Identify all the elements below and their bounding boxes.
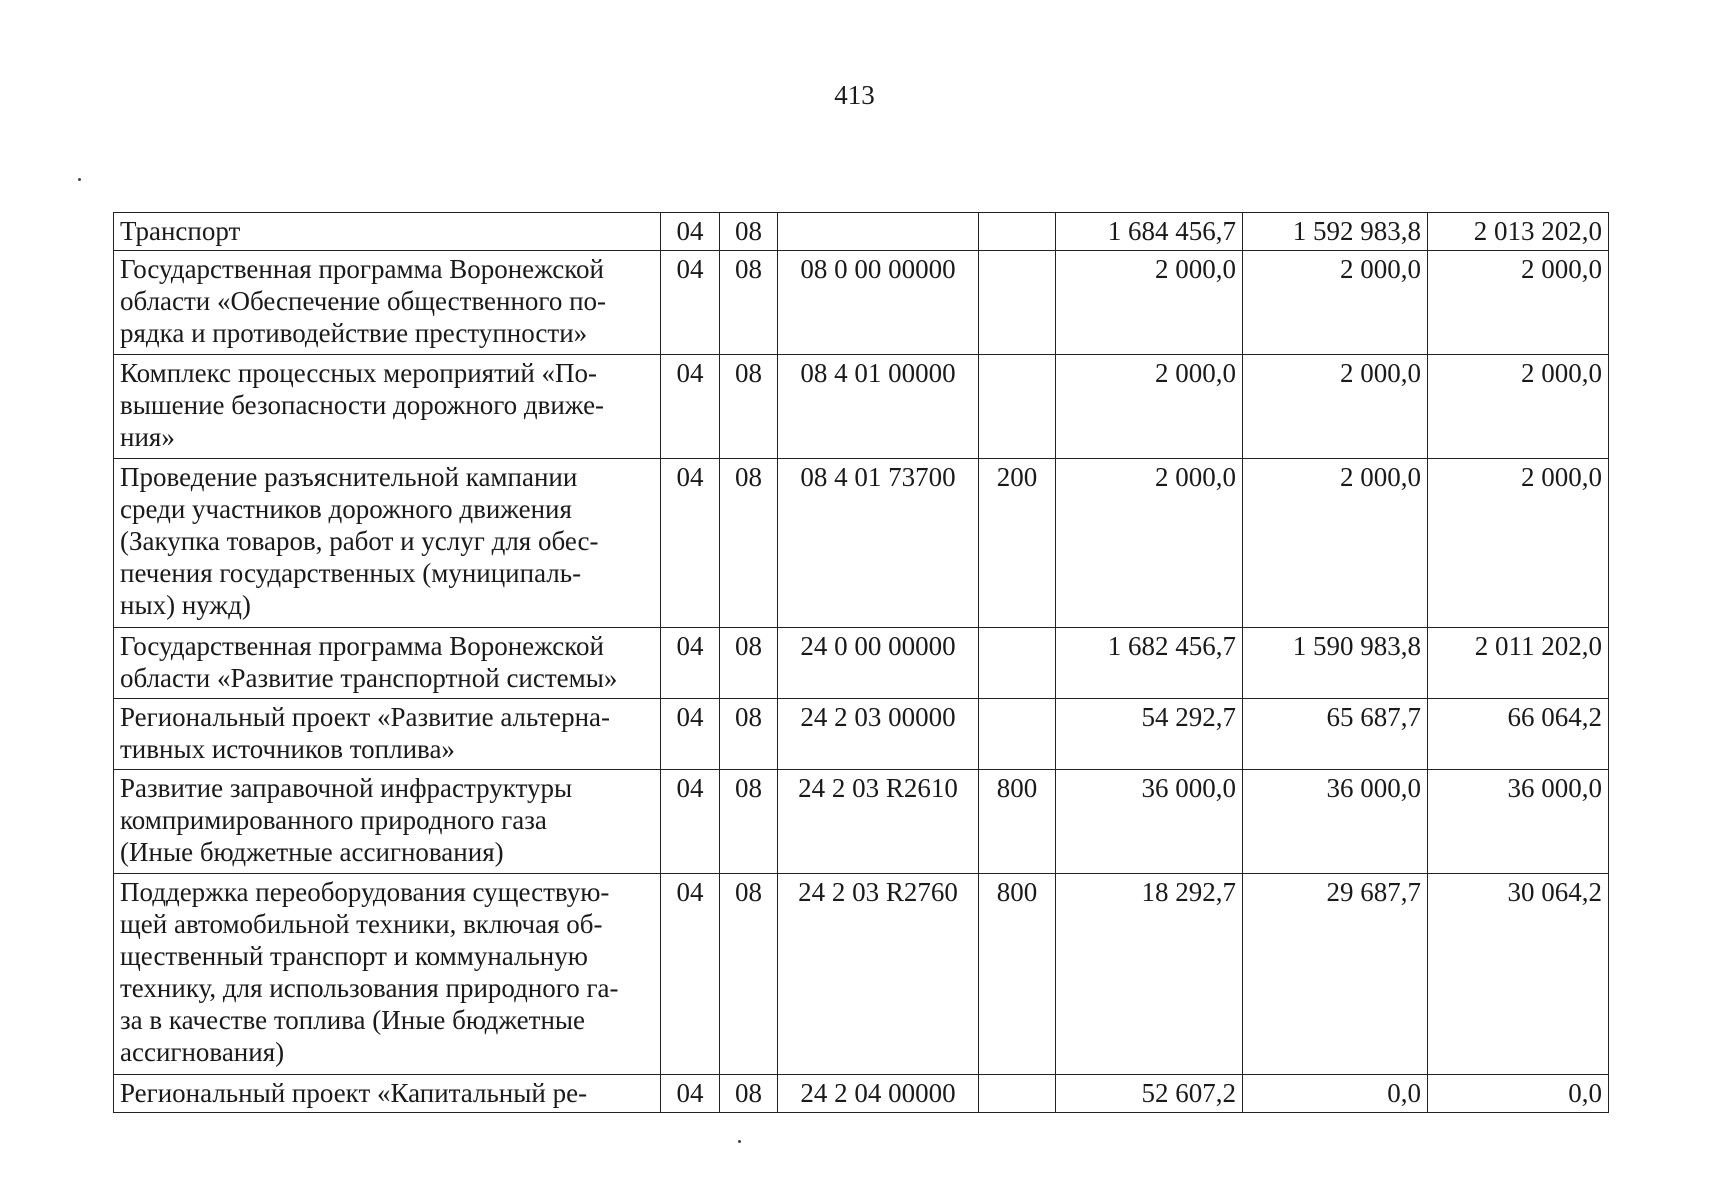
subsection-code: 08 — [720, 699, 778, 770]
item-name: Поддержка переоборудования существую- щей автомобильной техники, включая об- щественный транспорт и коммунальную технику, для использования природного га- за в качестве топлива (Иные бюджетные ассигнования) — [114, 874, 661, 1075]
target-article-code: 24 0 00 00000 — [778, 628, 979, 699]
table-row — [114, 770, 1609, 874]
target-article-code: 08 4 01 00000 — [778, 355, 979, 459]
subsection-code: 08 — [720, 1075, 778, 1113]
amount-year-1: 1 684 456,7 — [1056, 213, 1243, 251]
section-code: 04 — [661, 770, 720, 874]
target-article-code: 24 2 03 00000 — [778, 699, 979, 770]
target-article-code: 08 4 01 73700 — [778, 459, 979, 628]
expense-type-code — [979, 1075, 1056, 1113]
item-name: Транспорт — [114, 213, 661, 251]
amount-year-1: 1 682 456,7 — [1056, 628, 1243, 699]
section-code: 04 — [661, 459, 720, 628]
section-code: 04 — [661, 874, 720, 1075]
table-body — [114, 213, 1609, 1113]
amount-year-3: 30 064,2 — [1428, 874, 1609, 1075]
target-article-code: 24 2 03 R2610 — [778, 770, 979, 874]
expense-type-code: 800 — [979, 874, 1056, 1075]
amount-year-3: 36 000,0 — [1428, 770, 1609, 874]
item-name: Развитие заправочной инфраструктуры компримированного природного газа (Иные бюджетные ассигнования) — [114, 770, 661, 874]
amount-year-3: 2 011 202,0 — [1428, 628, 1609, 699]
target-article-code: 24 2 03 R2760 — [778, 874, 979, 1075]
item-name: Региональный проект «Развитие альтерна- тивных источников топлива» — [114, 699, 661, 770]
section-code: 04 — [661, 628, 720, 699]
amount-year-2: 2 000,0 — [1243, 355, 1428, 459]
section-code: 04 — [661, 699, 720, 770]
expense-type-code — [979, 699, 1056, 770]
amount-year-2: 29 687,7 — [1243, 874, 1428, 1075]
amount-year-2: 36 000,0 — [1243, 770, 1428, 874]
amount-year-3: 2 000,0 — [1428, 459, 1609, 628]
section-code: 04 — [661, 251, 720, 355]
amount-year-3: 2 000,0 — [1428, 251, 1609, 355]
expense-type-code — [979, 213, 1056, 251]
item-name: Проведение разъяснительной кампании среди участников дорожного движения (Закупка товаров, работ и услуг для обес- печения государственных (муниципаль- ных) нужд) — [114, 459, 661, 628]
amount-year-1: 2 000,0 — [1056, 459, 1243, 628]
scan-speck — [738, 1140, 741, 1143]
table-row — [114, 874, 1609, 1075]
target-article-code: 24 2 04 00000 — [778, 1075, 979, 1113]
expense-type-code: 200 — [979, 459, 1056, 628]
amount-year-2: 0,0 — [1243, 1075, 1428, 1113]
amount-year-3: 2 000,0 — [1428, 355, 1609, 459]
amount-year-1: 54 292,7 — [1056, 699, 1243, 770]
section-code: 04 — [661, 1075, 720, 1113]
amount-year-2: 65 687,7 — [1243, 699, 1428, 770]
amount-year-1: 2 000,0 — [1056, 355, 1243, 459]
amount-year-1: 36 000,0 — [1056, 770, 1243, 874]
target-article-code: 08 0 00 00000 — [778, 251, 979, 355]
subsection-code: 08 — [720, 213, 778, 251]
amount-year-3: 2 013 202,0 — [1428, 213, 1609, 251]
amount-year-2: 2 000,0 — [1243, 459, 1428, 628]
budget-table — [113, 212, 1609, 1113]
page-number: 413 — [834, 80, 875, 110]
item-name: Государственная программа Воронежской области «Развитие транспортной системы» — [114, 628, 661, 699]
table-row — [114, 459, 1609, 628]
subsection-code: 08 — [720, 874, 778, 1075]
expense-type-code — [979, 251, 1056, 355]
scan-speck — [78, 178, 81, 181]
table-row — [114, 699, 1609, 770]
amount-year-2: 1 592 983,8 — [1243, 213, 1428, 251]
amount-year-1: 18 292,7 — [1056, 874, 1243, 1075]
table-row — [114, 251, 1609, 355]
expense-type-code — [979, 355, 1056, 459]
table-row — [114, 628, 1609, 699]
amount-year-3: 0,0 — [1428, 1075, 1609, 1113]
subsection-code: 08 — [720, 251, 778, 355]
amount-year-3: 66 064,2 — [1428, 699, 1609, 770]
item-name: Региональный проект «Капитальный ре- — [114, 1075, 661, 1113]
table-row — [114, 1075, 1609, 1113]
amount-year-1: 52 607,2 — [1056, 1075, 1243, 1113]
subsection-code: 08 — [720, 628, 778, 699]
subsection-code: 08 — [720, 459, 778, 628]
table-row — [114, 213, 1609, 251]
item-name: Комплекс процессных мероприятий «По- вышение безопасности дорожного движе- ния» — [114, 355, 661, 459]
target-article-code — [778, 213, 979, 251]
item-name: Государственная программа Воронежской области «Обеспечение общественного по- рядка и противодействие преступности» — [114, 251, 661, 355]
amount-year-2: 1 590 983,8 — [1243, 628, 1428, 699]
subsection-code: 08 — [720, 355, 778, 459]
expense-type-code: 800 — [979, 770, 1056, 874]
subsection-code: 08 — [720, 770, 778, 874]
section-code: 04 — [661, 213, 720, 251]
table-row — [114, 355, 1609, 459]
amount-year-1: 2 000,0 — [1056, 251, 1243, 355]
amount-year-2: 2 000,0 — [1243, 251, 1428, 355]
expense-type-code — [979, 628, 1056, 699]
section-code: 04 — [661, 355, 720, 459]
